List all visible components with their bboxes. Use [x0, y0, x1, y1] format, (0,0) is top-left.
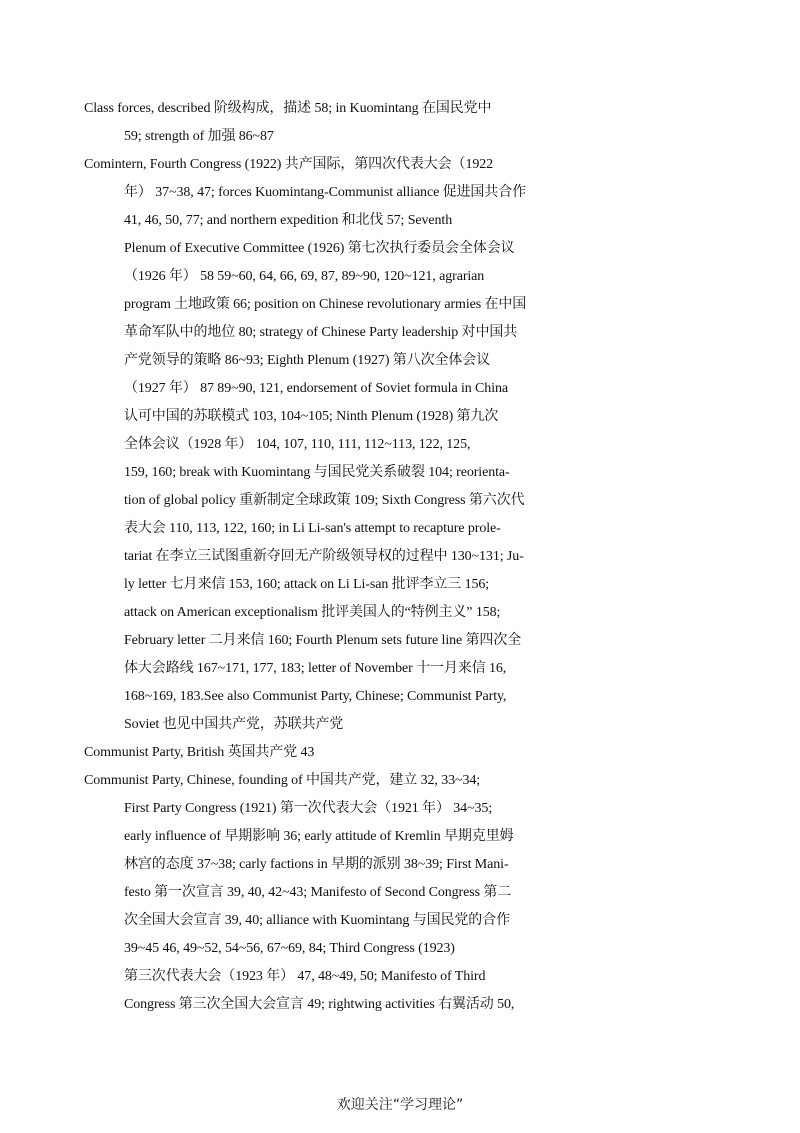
index-entry-continuation-line: （1927 年） 87 89~90, 121, endorsement of Soviet formula in China — [124, 381, 508, 396]
index-entry-continuation-line: 表大会 110, 113, 122, 160; in Li Li-san's attempt to recapture prole- — [124, 521, 501, 536]
index-entry-continuation-line: （1926 年） 58 59~60, 64, 66, 69, 87, 89~90, 120~121, agrarian — [124, 269, 485, 284]
index-entry-continuation-line: 认可中国的苏联模式 103, 104~105; Ninth Plenum (1928) 第九次 — [124, 409, 499, 424]
index-entry-continuation-line: 39~45 46, 49~52, 54~56, 67~69, 84; Third Congress (1923) — [124, 941, 455, 956]
index-entry-continuation-line: tion of global policy 重新制定全球政策 109; Sixth Congress 第六次代 — [124, 493, 525, 508]
index-entry-continuation-line: 59; strength of 加强 86~87 — [124, 129, 274, 144]
index-entry-continuation-line: festo 第一次宣言 39, 40, 42~43; Manifesto of Second Congress 第二 — [124, 885, 512, 900]
page-footer: 欢迎关注“学习理论” — [336, 1097, 464, 1113]
index-entry-continuation-line: 林宫的态度 37~38; carly factions in 早期的派别 38~39; First Mani- — [124, 857, 509, 872]
index-entry-continuation-line: 168~169, 183.See also Communist Party, Chinese; Communist Party, — [124, 689, 507, 704]
index-entry — [84, 95, 624, 151]
index-entry-continuation-line: 159, 160; break with Kuomintang 与国民党关系破裂 104; reorienta- — [124, 465, 510, 480]
index-entry-continuation-line: attack on American exceptionalism 批评美国人的“特例主义” 158; — [124, 605, 501, 620]
index-entry-heading-line: Comintern, Fourth Congress (1922) 共产国际，第四次代表大会（1922 — [84, 157, 494, 172]
index-entries — [84, 95, 624, 1019]
index-entry — [84, 767, 624, 1019]
index-entry-heading-line: Class forces, described 阶级构成，描述 58; in Kuomintang 在国民党中 — [84, 101, 492, 116]
index-entry-continuation-line: tariat 在李立三试图重新夺回无产阶级领导权的过程中 130~131; Ju- — [124, 549, 524, 564]
index-entry-continuation-line: February letter 二月来信 160; Fourth Plenum sets future line 第四次全 — [124, 633, 522, 648]
index-entry-continuation-line: 41, 46, 50, 77; and northern expedition 和北伐 57; Seventh — [124, 213, 453, 228]
index-entry — [84, 151, 624, 739]
index-entry-heading-line: Communist Party, Chinese, founding of 中国共产党，建立 32, 33~34; — [84, 773, 481, 788]
index-entry-continuation-line: Congress 第三次全国大会宣言 49; rightwing activities 右翼活动 50, — [124, 997, 515, 1012]
index-entry-continuation-line: 体大会路线 167~171, 177, 183; letter of November 十一月来信 16, — [124, 661, 507, 676]
index-entry — [84, 739, 624, 767]
index-entry-continuation-line: 次全国大会宣言 39, 40; alliance with Kuomintang 与国民党的合作 — [124, 913, 510, 928]
index-page — [84, 95, 624, 1019]
index-entry-continuation-line: 产党领导的策略 86~93; Eighth Plenum (1927) 第八次全体会议 — [124, 353, 491, 368]
index-entry-continuation-line: early influence of 早期影响 36; early attitude of Kremlin 早期克里姆 — [124, 829, 514, 844]
index-entry-continuation-line: 第三次代表大会（1923 年） 47, 48~49, 50; Manifesto of Third — [124, 969, 486, 984]
index-entry-continuation-line: program 土地政策 66; position on Chinese revolutionary armies 在中国 — [124, 297, 527, 312]
index-entry-continuation-line: 年） 37~38, 47; forces Kuomintang-Communist alliance 促进国共合作 — [124, 185, 526, 200]
index-entry-continuation-line: 革命军队中的地位 80; strategy of Chinese Party leadership 对中国共 — [124, 325, 518, 340]
index-entry-continuation-line: Soviet 也见中国共产党，苏联共产党 — [124, 717, 344, 732]
index-entry-continuation-line: ly letter 七月来信 153, 160; attack on Li Li-san 批评李立三 156; — [124, 577, 490, 592]
index-entry-heading-line: Communist Party, British 英国共产党 43 — [84, 745, 315, 760]
index-entry-continuation-line: Plenum of Executive Committee (1926) 第七次执行委员会全体会议 — [124, 241, 515, 256]
index-entry-continuation-line: First Party Congress (1921) 第一次代表大会（1921 年） 34~35; — [124, 801, 493, 816]
index-entry-continuation-line: 全体会议（1928 年） 104, 107, 110, 111, 112~113, 122, 125, — [124, 437, 471, 452]
